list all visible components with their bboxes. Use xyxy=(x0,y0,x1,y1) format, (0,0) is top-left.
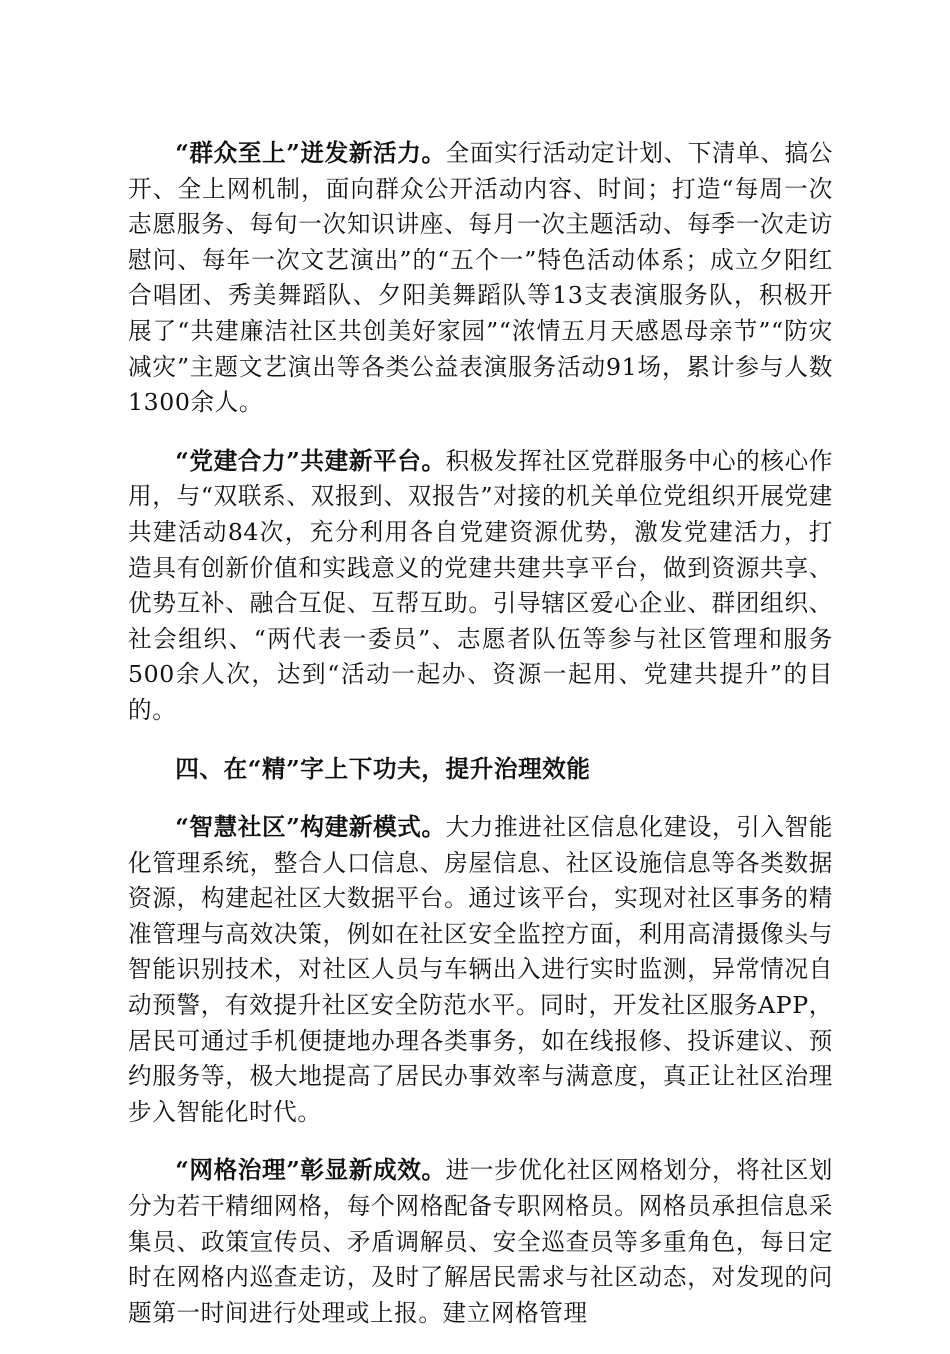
paragraph-masses-first xyxy=(128,136,833,421)
paragraph-lead: “智慧社区”构建新模式。 xyxy=(175,813,446,842)
paragraph-body: 进一步优化社区网格划分，将社区划分为若干精细网格，每个网格配备专职网格员。网格员承担信息采集员、政策宣传员、矛盾调解员、安全巡查员等多重角色，每日定时在网格内巡查走访，及时了解居民需求与社区动态，对发现的问题第一时间进行处理或上报。建立网格管理 xyxy=(128,1156,833,1327)
paragraph-party-building xyxy=(128,444,833,729)
paragraph-grid-governance xyxy=(128,1153,833,1331)
paragraph-body: 积极发挥社区党群服务中心的核心作用，与“双联系、双报到、双报告”对接的机关单位党组织开展党建共建活动84次，充分利用各自党建资源优势，激发党建活力，打造具有创新价值和实践意义的党建共建共享平台，做到资源共享、优势互补、融合互促、互帮互助。引导辖区爱心企业、群团组织、社会组织、“两代表一委员”、志愿者队伍等参与社区管理和服务500余人次，达到“活动一起办、资源一起用、党建共提升”的目的。 xyxy=(128,446,833,724)
section-heading: 四、在“精”字上下功夫，提升治理效能 xyxy=(175,754,591,783)
paragraph-lead: “网格治理”彰显新成效。 xyxy=(175,1156,446,1185)
paragraph-smart-community xyxy=(128,810,833,1130)
paragraph-body: 大力推进社区信息化建设，引入智能化管理系统，整合人口信息、房屋信息、社区设施信息等各类数据资源，构建起社区大数据平台。通过该平台，实现对社区事务的精准管理与高效决策，例如在社区安全监控方面，利用高清摄像头与智能识别技术，对社区人员与车辆出入进行实时监测，异常情况自动预警，有效提升社区安全防范水平。同时，开发社区服务APP，居民可通过手机便捷地办理各类事务，如在线报修、投诉建议、预约服务等，极大地提高了居民办事效率与满意度，真正让社区治理步入智能化时代。 xyxy=(128,813,833,1126)
paragraph-body: 全面实行活动定计划、下清单、搞公开、全上网机制，面向群众公开活动内容、时间；打造“每周一次志愿服务、每旬一次知识讲座、每月一次主题活动、每季一次走访慰问、每年一次文艺演出”的“五个一”特色活动体系；成立夕阳红合唱团、秀美舞蹈队、夕阳美舞蹈队等13支表演服务队，积极开展了“共建廉洁社区共创美好家园”“浓情五月天感恩母亲节”“防灾减灾”主题文艺演出等各类公益表演服务活动91场，累计参与人数1300余人。 xyxy=(128,139,833,417)
paragraph-lead: “党建合力”共建新平台。 xyxy=(175,446,446,475)
paragraph-lead: “群众至上”迸发新活力。 xyxy=(175,139,446,167)
document-page xyxy=(128,136,833,1354)
